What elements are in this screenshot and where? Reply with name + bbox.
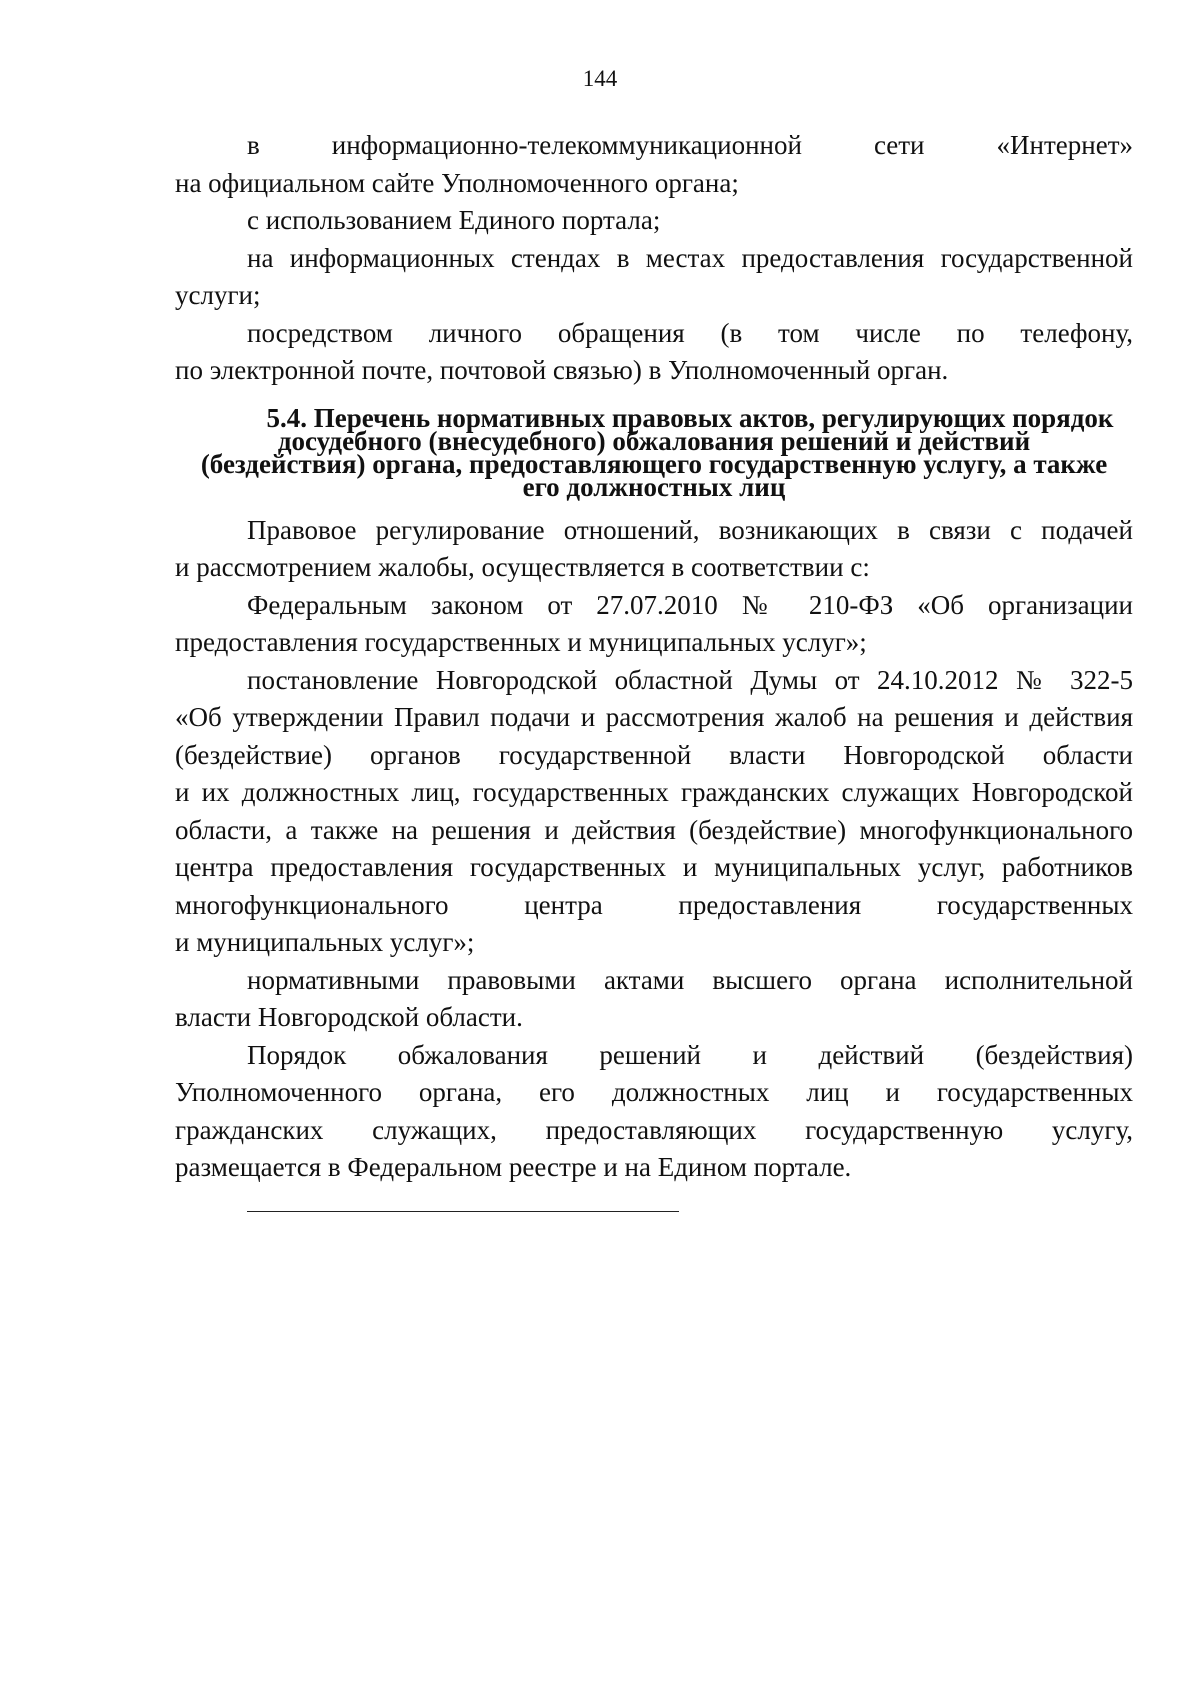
text-line: постановление Новгородской областной Думы от 24.10.2012 № 322-5 [247, 664, 1133, 695]
paragraph-resolution [175, 662, 1133, 962]
paragraph-legal-regulation [175, 512, 1133, 587]
section-heading [175, 402, 1133, 502]
text-line: с использованием Единого портала; [247, 205, 661, 235]
text-line: Правовое регулирование отношений, возникающих в связи с подачей [247, 514, 1133, 545]
paragraph-normative-acts [175, 962, 1133, 1037]
end-of-section-rule [247, 1211, 679, 1212]
paragraph-stands [175, 240, 1133, 315]
paragraph-internet [175, 127, 1133, 202]
heading-line: его должностных лиц [522, 471, 786, 502]
page-number: 144 [582, 66, 618, 91]
text-line: многофункционального центра предоставления государственных [175, 889, 1133, 920]
paragraph-portal [175, 202, 1133, 240]
text-line: услуги; [175, 280, 261, 310]
text-line: центра предоставления государственных и муниципальных услуг, работников [175, 852, 1133, 882]
paragraph-personal-appeal [175, 315, 1133, 390]
text-line: и их должностных лиц, государственных гражданских служащих Новгородской [175, 777, 1133, 807]
text-line: на информационных стендах в местах предоставления государственной [247, 242, 1133, 273]
text-line: гражданских служащих, предоставляющих государственную услугу, [175, 1114, 1133, 1145]
text-line: нормативными правовыми актами высшего органа исполнительной [247, 964, 1133, 995]
text-line: в информационно-телекоммуникационной сети «Интернет» [247, 130, 1133, 160]
text-line: по электронной почте, почтовой связью) в Уполномоченный орган. [175, 355, 949, 385]
heading-line: досудебного (внесудебного) обжалования решений и действий [277, 425, 1031, 456]
text-line: области, а также на решения и действия (бездействие) многофункционального [175, 814, 1133, 845]
document-body [175, 127, 1133, 1187]
heading-line: (бездействия) органа, предоставляющего государственную услугу, а также [200, 448, 1108, 479]
text-line: власти Новгородской области. [175, 1002, 523, 1032]
text-line: и муниципальных услуг»; [175, 927, 475, 957]
paragraph-appeal-procedure [175, 1037, 1133, 1187]
text-line: предоставления государственных и муниципальных услуг»; [175, 627, 867, 657]
heading-line: 5.4. Перечень нормативных правовых актов, регулирующих порядок [266, 402, 1114, 433]
text-line: на официальном сайте Уполномоченного органа; [175, 167, 739, 198]
text-line: и рассмотрением жалобы, осуществляется в соответствии с: [175, 552, 870, 582]
paragraph-federal-law [175, 587, 1133, 662]
text-line: «Об утверждении Правил подачи и рассмотрения жалоб на решения и действия [175, 702, 1133, 732]
text-line: Федеральным законом от 27.07.2010 № 210-ФЗ «Об организации [247, 589, 1133, 620]
text-line: (бездействие) органов государственной власти Новгородской области [175, 739, 1133, 770]
text-line: Порядок обжалования решений и действий (бездействия) [247, 1039, 1133, 1070]
text-line: посредством личного обращения (в том числе по телефону, [247, 317, 1133, 348]
text-line: Уполномоченного органа, его должностных лиц и государственных [175, 1077, 1133, 1107]
text-line: размещается в Федеральном реестре и на Едином портале. [175, 1152, 852, 1182]
